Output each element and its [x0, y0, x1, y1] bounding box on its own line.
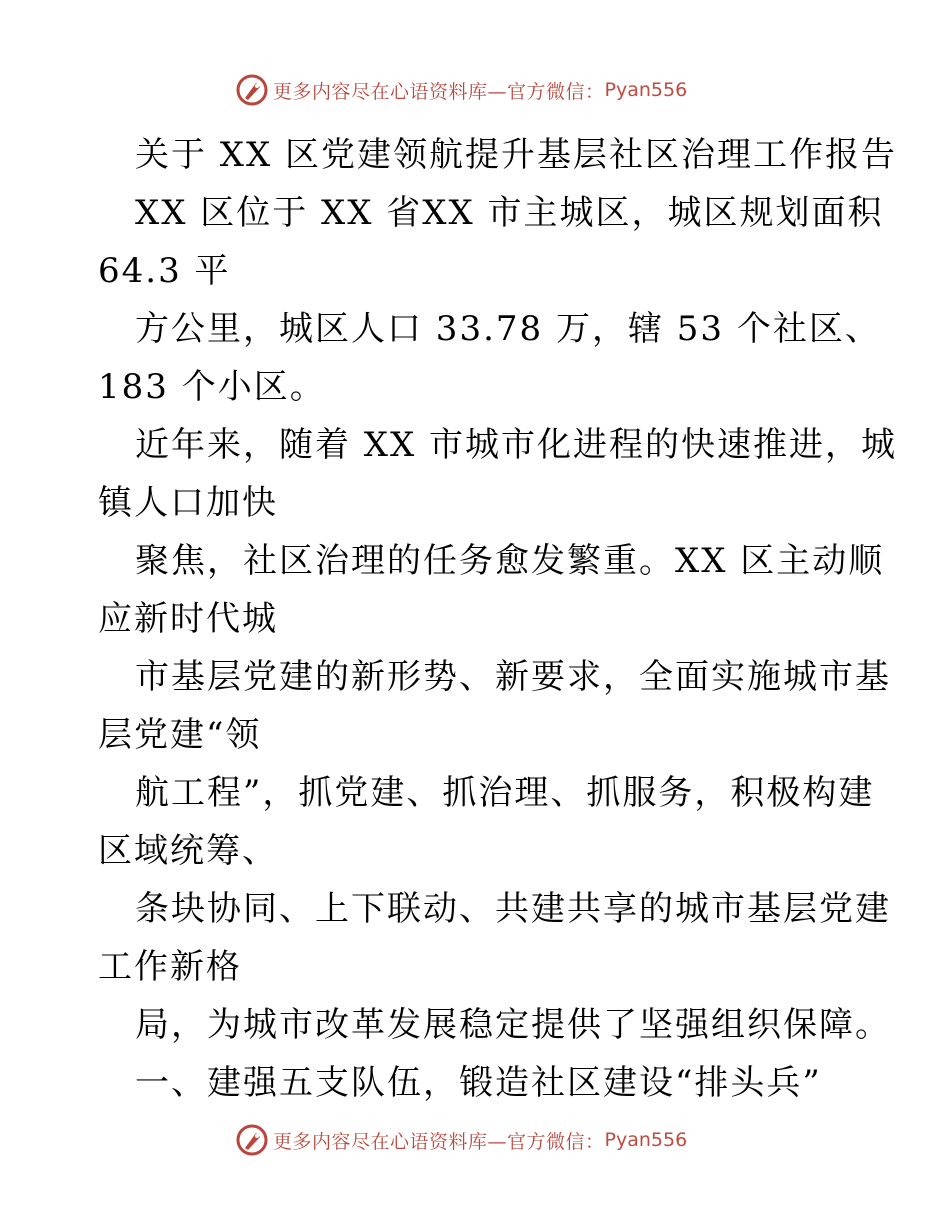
- text-line: 航工程”，抓党建、抓治理、抓服务，积极构建: [135, 773, 875, 813]
- document-body: [98, 126, 898, 1112]
- text-line: 局，为城市改革发展稳定提供了坚强组织保障。: [135, 1005, 891, 1045]
- text-line: 应新时代城: [98, 599, 278, 639]
- text-line: 市基层党建的新形势、新要求，全面实施城市基: [135, 657, 891, 697]
- watermark-text: 更多内容尽在心语资料库—官方微信：: [273, 80, 605, 103]
- text-line: 183 个小区。: [98, 367, 326, 407]
- watermark-banner-top: [235, 72, 687, 108]
- text-line: 64.3 平: [98, 251, 231, 291]
- text-line: 镇人口加快: [98, 483, 278, 523]
- watermark-text: 更多内容尽在心语资料库—官方微信：: [273, 1130, 605, 1153]
- text-line: 一、建强五支队伍，锻造社区建设“排头兵”: [135, 1063, 822, 1103]
- text-line: 条块协同、上下联动、共建共享的城市基层党建: [135, 889, 891, 929]
- text-line: 近年来，随着 XX 市城市化进程的快速推进，城: [135, 425, 898, 465]
- pen-nib-logo-icon: [235, 1123, 269, 1157]
- watermark-banner-bottom: [235, 1122, 687, 1158]
- text-line: 方公里，城区人口 33.78 万，辖 53 个社区、: [135, 309, 881, 349]
- text-line: XX 区位于 XX 省XX 市主城区，城区规划面积: [135, 193, 884, 233]
- text-line: 关于 XX 区党建领航提升基层社区治理工作报告: [135, 135, 898, 175]
- text-line: 区域统筹、: [98, 831, 278, 871]
- text-line: 层党建“领: [98, 715, 262, 755]
- pen-nib-logo-icon: [235, 73, 269, 107]
- text-line: 聚焦，社区治理的任务愈发繁重。XX 区主动顺: [135, 541, 885, 581]
- text-line: 工作新格: [98, 947, 242, 987]
- watermark-wechat-id: Pyan556: [604, 79, 688, 101]
- watermark-wechat-id: Pyan556: [604, 1129, 688, 1151]
